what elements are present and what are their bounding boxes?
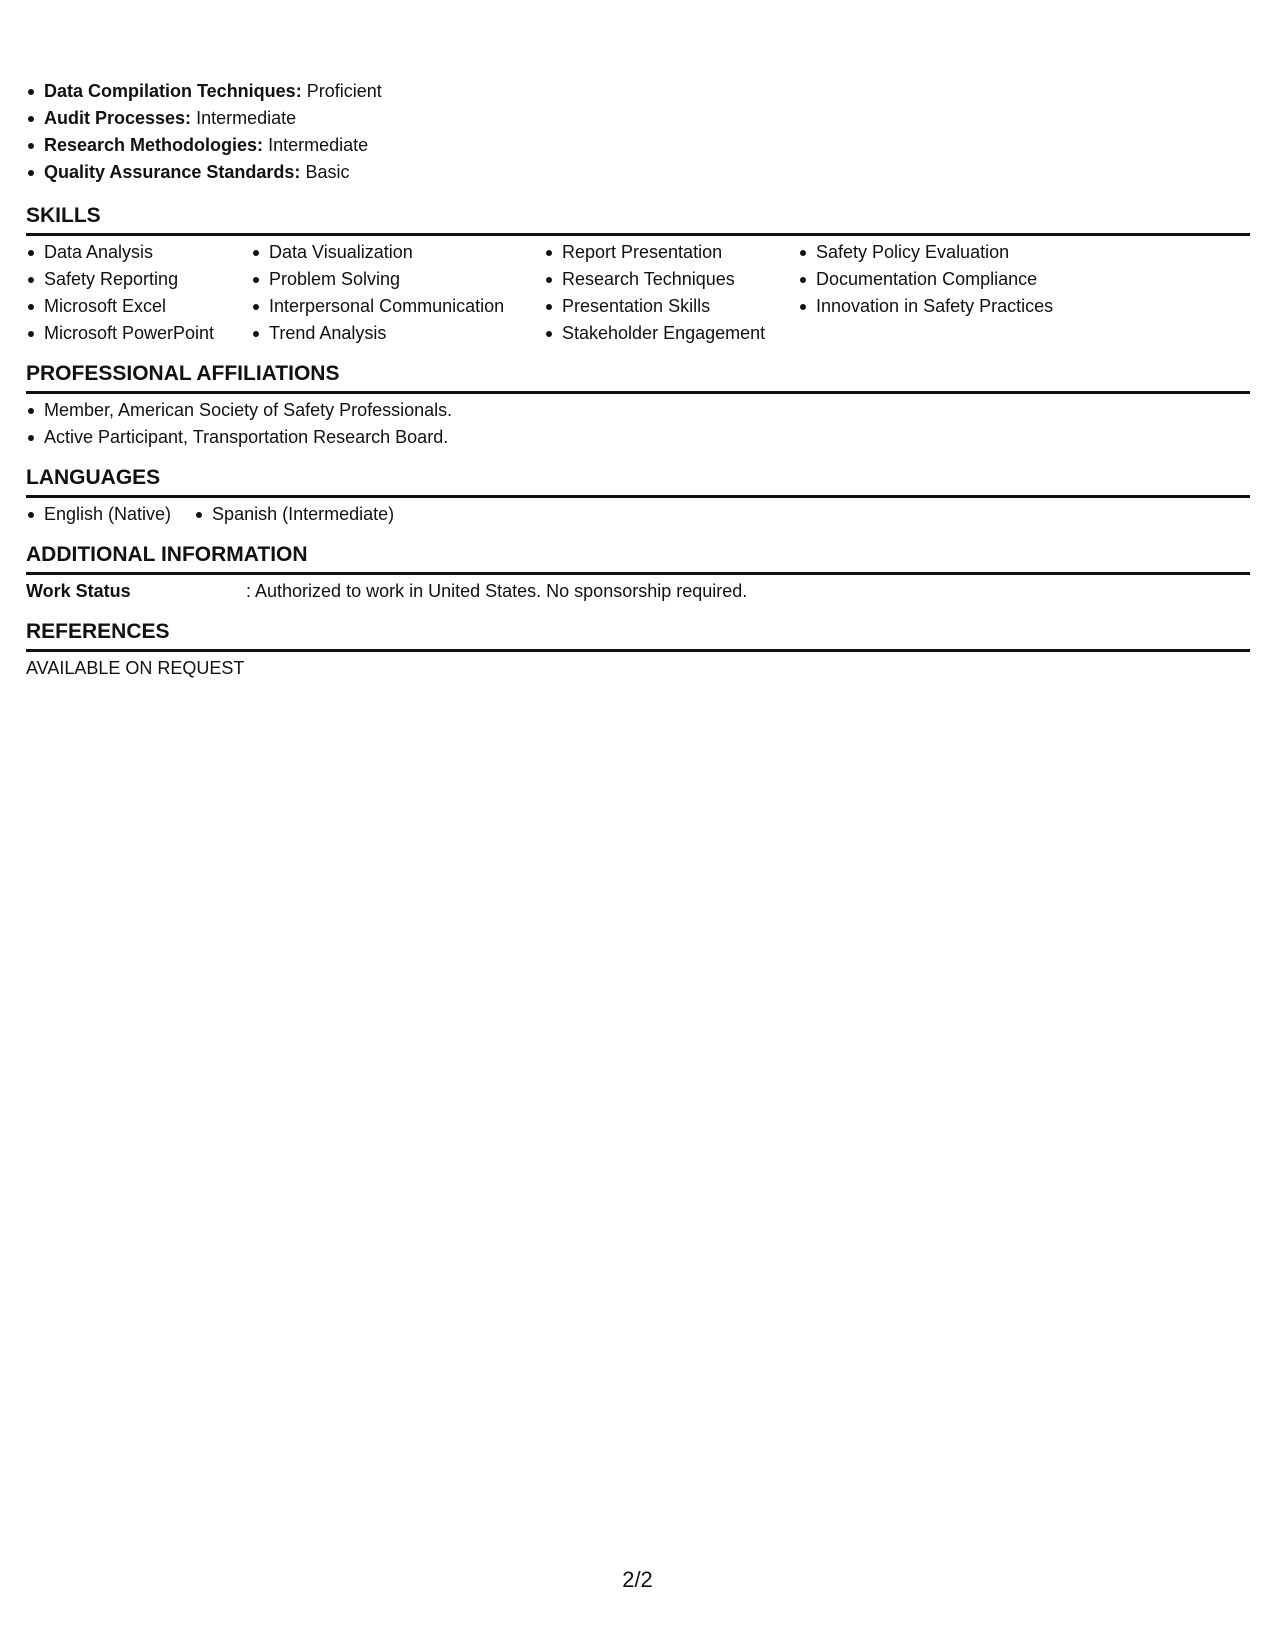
- languages-list: [26, 501, 1250, 528]
- additional-info-section: [26, 542, 1250, 605]
- competency-item: [26, 159, 1250, 186]
- competency-level: Intermediate: [268, 135, 369, 155]
- competency-item: [26, 105, 1250, 132]
- work-status-label: Work Status: [26, 581, 131, 601]
- competency-item: [26, 132, 1250, 159]
- languages-section: [26, 465, 1250, 528]
- affiliations-heading: PROFESSIONAL AFFILIATIONS: [26, 362, 340, 385]
- skill-item: Trend Analysis: [251, 320, 544, 347]
- work-status-row: [26, 578, 1250, 605]
- skills-heading: SKILLS: [26, 204, 101, 227]
- competency-level: Basic: [305, 162, 350, 182]
- competency-item: [26, 78, 1250, 105]
- skills-grid: [26, 239, 1250, 347]
- competency-label: Audit Processes:: [44, 108, 192, 128]
- page-number: 2/2: [622, 1567, 653, 1592]
- affiliation-item: Member, American Society of Safety Professionals.: [26, 397, 1250, 424]
- skills-section: [26, 203, 1250, 347]
- affiliation-item: Active Participant, Transportation Research Board.: [26, 424, 1250, 451]
- skills-column: [798, 239, 1078, 347]
- skills-column: [26, 239, 251, 347]
- work-status-value: : Authorized to work in United States. No sponsorship required.: [246, 581, 748, 601]
- skill-item: Data Analysis: [26, 239, 251, 266]
- competency-label: Research Methodologies:: [44, 135, 264, 155]
- competency-level: Proficient: [306, 81, 382, 101]
- skill-item: Safety Policy Evaluation: [798, 239, 1078, 266]
- skill-item: Stakeholder Engagement: [544, 320, 798, 347]
- competency-label: Quality Assurance Standards:: [44, 162, 301, 182]
- language-item: Spanish (Intermediate): [194, 501, 394, 528]
- affiliations-section: [26, 361, 1250, 451]
- affiliations-list: [26, 397, 1250, 451]
- language-item: English (Native): [26, 501, 171, 528]
- section-divider: [26, 495, 1250, 498]
- skill-item: Report Presentation: [544, 239, 798, 266]
- additional-info-heading: ADDITIONAL INFORMATION: [26, 543, 308, 566]
- section-divider: [26, 649, 1250, 652]
- references-heading: REFERENCES: [26, 620, 170, 643]
- languages-heading: LANGUAGES: [26, 466, 161, 489]
- section-divider: [26, 391, 1250, 394]
- section-divider: [26, 572, 1250, 575]
- skills-column: [544, 239, 798, 347]
- section-divider: [26, 233, 1250, 236]
- skill-item: Presentation Skills: [544, 293, 798, 320]
- skill-item: Microsoft Excel: [26, 293, 251, 320]
- skill-item: Safety Reporting: [26, 266, 251, 293]
- skill-item: Data Visualization: [251, 239, 544, 266]
- skill-item: Innovation in Safety Practices: [798, 293, 1078, 320]
- competency-level: Intermediate: [196, 108, 297, 128]
- resume-page: [26, 78, 1250, 682]
- competency-list: [26, 78, 1250, 186]
- skill-item: Documentation Compliance: [798, 266, 1078, 293]
- skill-item: Interpersonal Communication: [251, 293, 544, 320]
- references-section: [26, 619, 1250, 682]
- skill-item: Problem Solving: [251, 266, 544, 293]
- skill-item: Research Techniques: [544, 266, 798, 293]
- skills-column: [251, 239, 544, 347]
- skill-item: Microsoft PowerPoint: [26, 320, 251, 347]
- competency-label: Data Compilation Techniques:: [44, 81, 302, 101]
- references-text: AVAILABLE ON REQUEST: [26, 658, 245, 678]
